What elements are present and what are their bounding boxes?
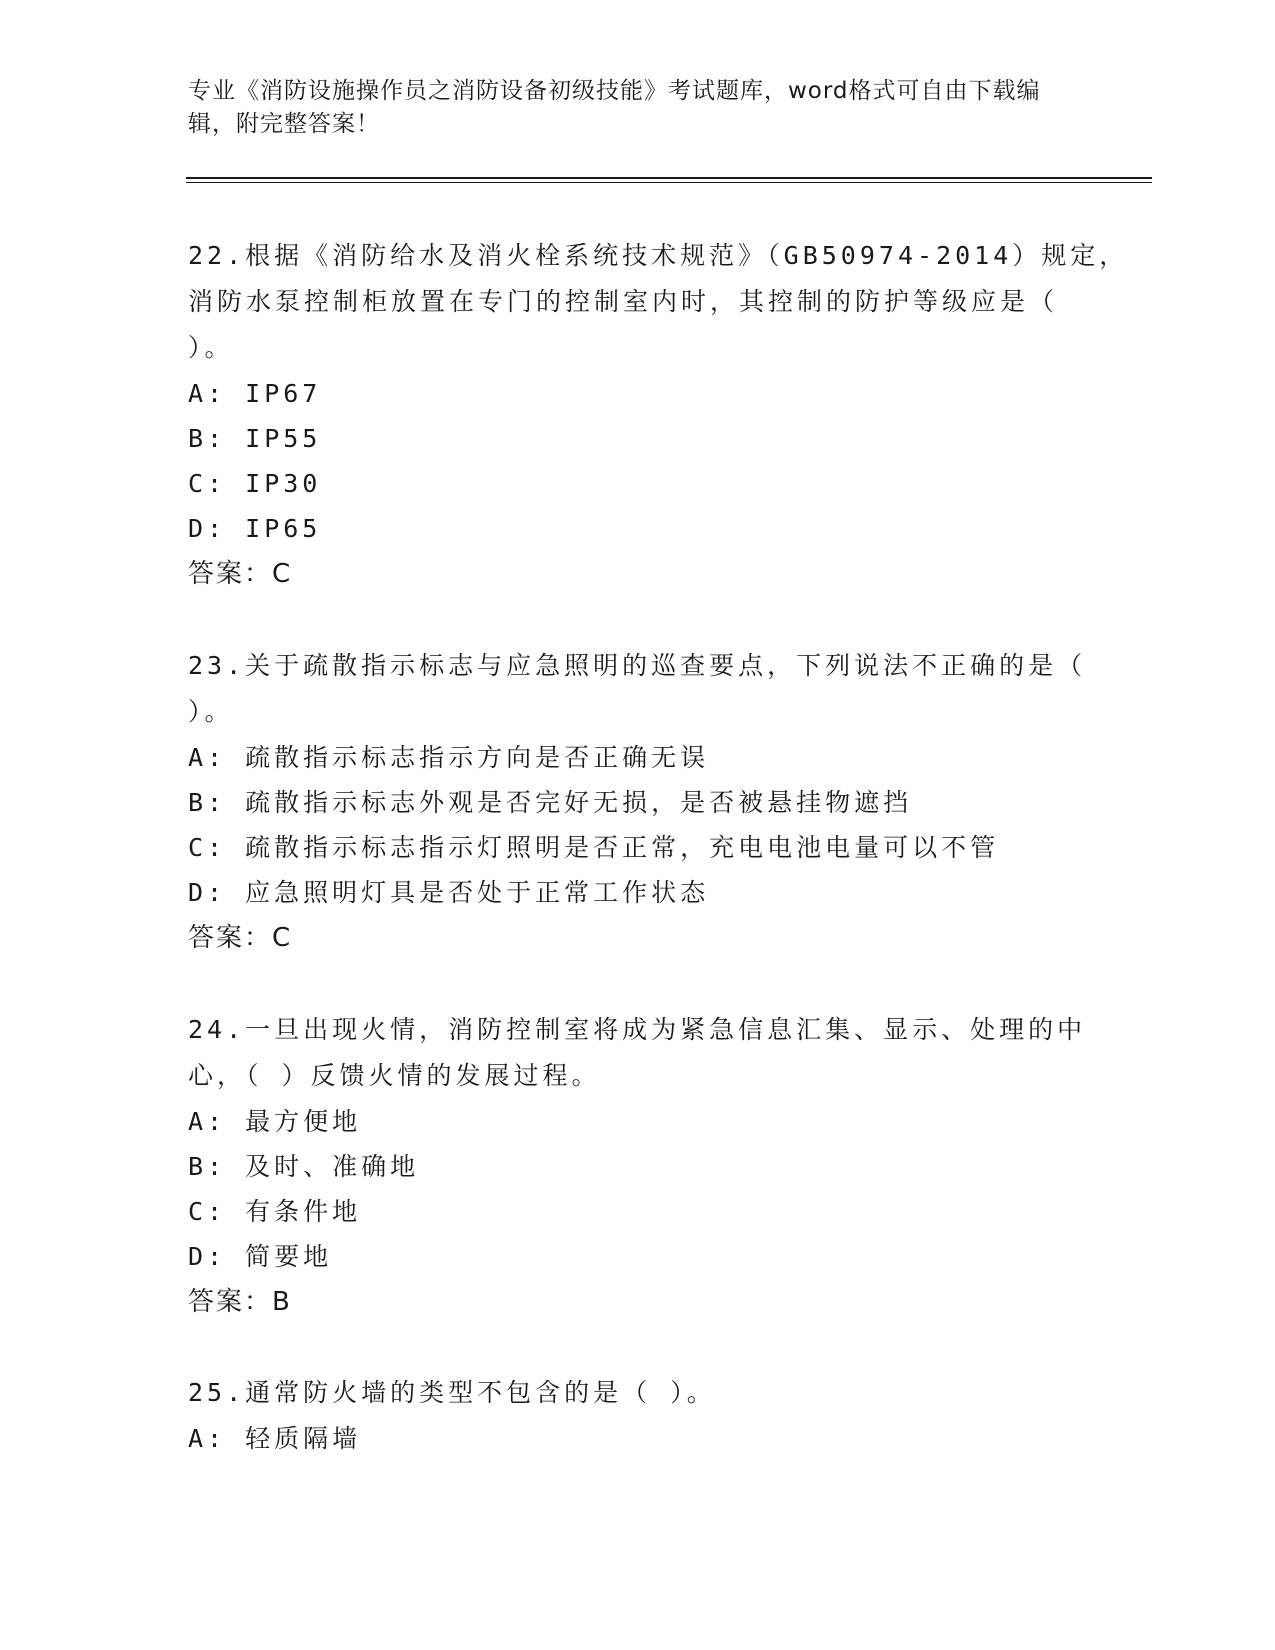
question-22 — [188, 233, 1129, 597]
header-line-2: 辑，附完整答案！ — [188, 111, 380, 137]
question-text-line: 消防水泵控制柜放置在专门的控制室内时，其控制的防护等级应是（ — [188, 287, 1059, 316]
option-d: D: IP65 — [188, 514, 322, 543]
question-24 — [188, 1007, 1088, 1325]
answer-label: 答案：C — [188, 923, 293, 953]
option-b: B: 及时、准确地 — [188, 1152, 420, 1181]
header-line-1: 专业《消防设施操作员之消防设备初级技能》考试题库，word格式可自由下载编 — [188, 78, 1041, 104]
question-text-line: ）。 — [188, 333, 234, 362]
option-d: D: 应急照明灯具是否处于正常工作状态 — [188, 878, 710, 907]
header-divider-thin — [186, 182, 1152, 183]
answer-label: 答案：C — [188, 559, 293, 589]
question-text-line: 心，（ ）反馈火情的发展过程。 — [188, 1061, 601, 1090]
header-divider-thick — [186, 177, 1152, 179]
option-d: D: 简要地 — [188, 1242, 333, 1271]
option-a: A: 轻质隔墙 — [188, 1424, 362, 1453]
question-23 — [188, 643, 1088, 961]
option-a: A: IP67 — [188, 379, 322, 408]
option-b: B: 疏散指示标志外观是否完好无损，是否被悬挂物遮挡 — [188, 788, 913, 817]
question-text-line: 22.根据《消防给水及消火栓系统技术规范》（GB50974-2014）规定， — [188, 241, 1129, 270]
option-b: B: IP55 — [188, 424, 322, 453]
option-c: C: IP30 — [188, 469, 322, 498]
answer-label: 答案：B — [188, 1287, 292, 1317]
option-c: C: 有条件地 — [188, 1197, 362, 1226]
option-c: C: 疏散指示标志指示灯照明是否正常，充电电池电量可以不管 — [188, 833, 1000, 862]
option-a: A: 最方便地 — [188, 1107, 362, 1136]
question-25 — [188, 1370, 1088, 1461]
question-text-line: 24.一旦出现火情，消防控制室将成为紧急信息汇集、显示、处理的中 — [188, 1015, 1087, 1044]
question-text-line: ）。 — [188, 697, 234, 726]
document-header — [188, 75, 1068, 141]
question-text-line: 25.通常防火墙的类型不包含的是（ ）。 — [188, 1378, 716, 1407]
question-text-line: 23.关于疏散指示标志与应急照明的巡查要点，下列说法不正确的是（ — [188, 651, 1087, 680]
option-a: A: 疏散指示标志指示方向是否正确无误 — [188, 743, 710, 772]
